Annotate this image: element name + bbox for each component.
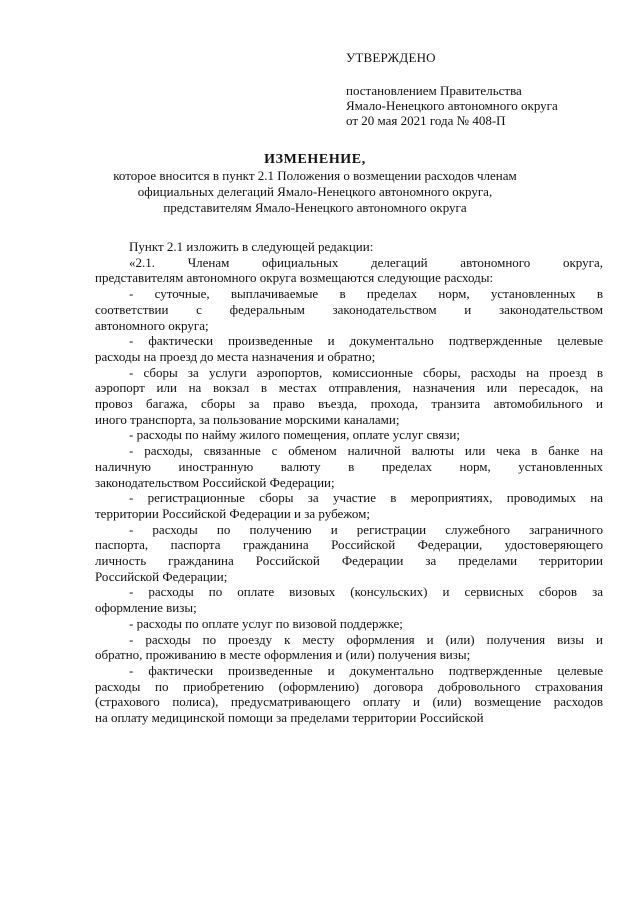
paragraph [95, 333, 603, 364]
paragraph-line: - расходы по найму жилого помещения, оплате услуг связи; [129, 427, 460, 443]
paragraph-line: обратно, проживанию в месте оформления и (или) получения визы; [95, 647, 471, 663]
paragraph [95, 286, 603, 333]
paragraph-line: паспорта, паспорта гражданина Российской Федерации, удостоверяющего [95, 537, 603, 553]
paragraph [95, 584, 603, 615]
heading-title: ИЗМЕНЕНИЕ, [264, 152, 366, 167]
paragraph-line: иного транспорта, за пользование морскими каналами; [95, 411, 400, 427]
paragraph-line: автономного округа; [95, 317, 209, 333]
paragraph [95, 427, 603, 443]
paragraph-line: территории Российской Федерации и за рубежом; [95, 505, 371, 521]
paragraph [95, 616, 603, 632]
paragraph-line: Пункт 2.1 изложить в следующей редакции: [129, 239, 374, 254]
paragraph-line: - регистрационные сборы за участие в мероприятиях, проводимых на [129, 490, 603, 506]
approval-line: Ямало-Ненецкого автономного округа [346, 98, 558, 113]
paragraph [95, 632, 603, 663]
approval-block [346, 50, 558, 128]
paragraph-line: «2.1. Членам официальных делегаций автономного округа, [129, 254, 603, 270]
heading-subtitle-line: официальных делегаций Ямало-Ненецкого автономного округа, [137, 184, 493, 199]
paragraph-line: расходы по приобретению (оформлению) договора добровольного страхования [95, 678, 603, 694]
paragraph-line: законодательством Российской Федерации; [95, 474, 335, 490]
paragraph-line: - фактически произведенные и документально подтвержденные целевые [129, 662, 603, 678]
paragraph-line: - расходы по оплате услуг по визовой поддержке; [129, 615, 403, 631]
paragraph-line: представителям автономного округа возмещаются следующие расходы: [95, 270, 494, 286]
paragraph [95, 663, 603, 726]
paragraph-line: - расходы по получению и регистрации служебного заграничного [129, 521, 603, 537]
paragraph-line: - расходы по проезду к месту оформления и (или) получения визы и [129, 631, 603, 647]
paragraph-line: на оплату медицинской помощи за пределами территории Российской [95, 710, 484, 726]
document-heading [95, 152, 535, 216]
document-body [95, 239, 603, 726]
paragraph-line: аэропорт или на вокзал в местах отправления, назначения или пересадок, на [95, 380, 603, 396]
paragraph [95, 255, 603, 286]
approval-line: постановлением Правительства [346, 83, 522, 98]
paragraph-line: - расходы, связанные с обменом наличной валюты или чека в банке на [129, 443, 603, 459]
paragraph-line: Российской Федерации; [95, 568, 228, 584]
approval-line: от 20 мая 2021 года № 408-П [346, 113, 506, 128]
heading-subtitle-line: представителям Ямало-Ненецкого автономного округа [163, 200, 467, 215]
paragraph-line: - суточные, выплачиваемые в пределах норм, установленных в [129, 286, 603, 302]
approval-title: УТВЕРЖДЕНО [346, 50, 436, 65]
paragraph [95, 522, 603, 585]
paragraph [95, 239, 603, 255]
paragraph-line: личность гражданина Российской Федерации за пределами территории [95, 553, 603, 569]
paragraph [95, 490, 603, 521]
paragraph [95, 443, 603, 490]
paragraph-line: оформление визы; [95, 600, 197, 616]
paragraph-line: - сборы за услуги аэропортов, комиссионные сборы, расходы на проезд в [129, 364, 603, 380]
paragraph-line: (страхового полиса), предусматривающего оплату и (или) возмещение расходов [95, 694, 603, 710]
paragraph-line: провоз багажа, сборы за право въезда, прохода, транзита автомобильного и [95, 396, 603, 412]
paragraph-line: соответствии с федеральным законодательством и законодательством [95, 301, 603, 317]
heading-subtitle-line: которое вносится в пункт 2.1 Положения о возмещении расходов членам [113, 168, 517, 183]
paragraph [95, 365, 603, 428]
paragraph-line: наличную иностранную валюту в пределах норм, установленных [95, 458, 603, 474]
paragraph-line: расходы на проезд до места назначения и обратно; [95, 348, 376, 364]
paragraph-line: - расходы по оплате визовых (консульских) и сервисных сборов за [129, 584, 603, 600]
paragraph-line: - фактически произведенные и документально подтвержденные целевые [129, 333, 603, 349]
